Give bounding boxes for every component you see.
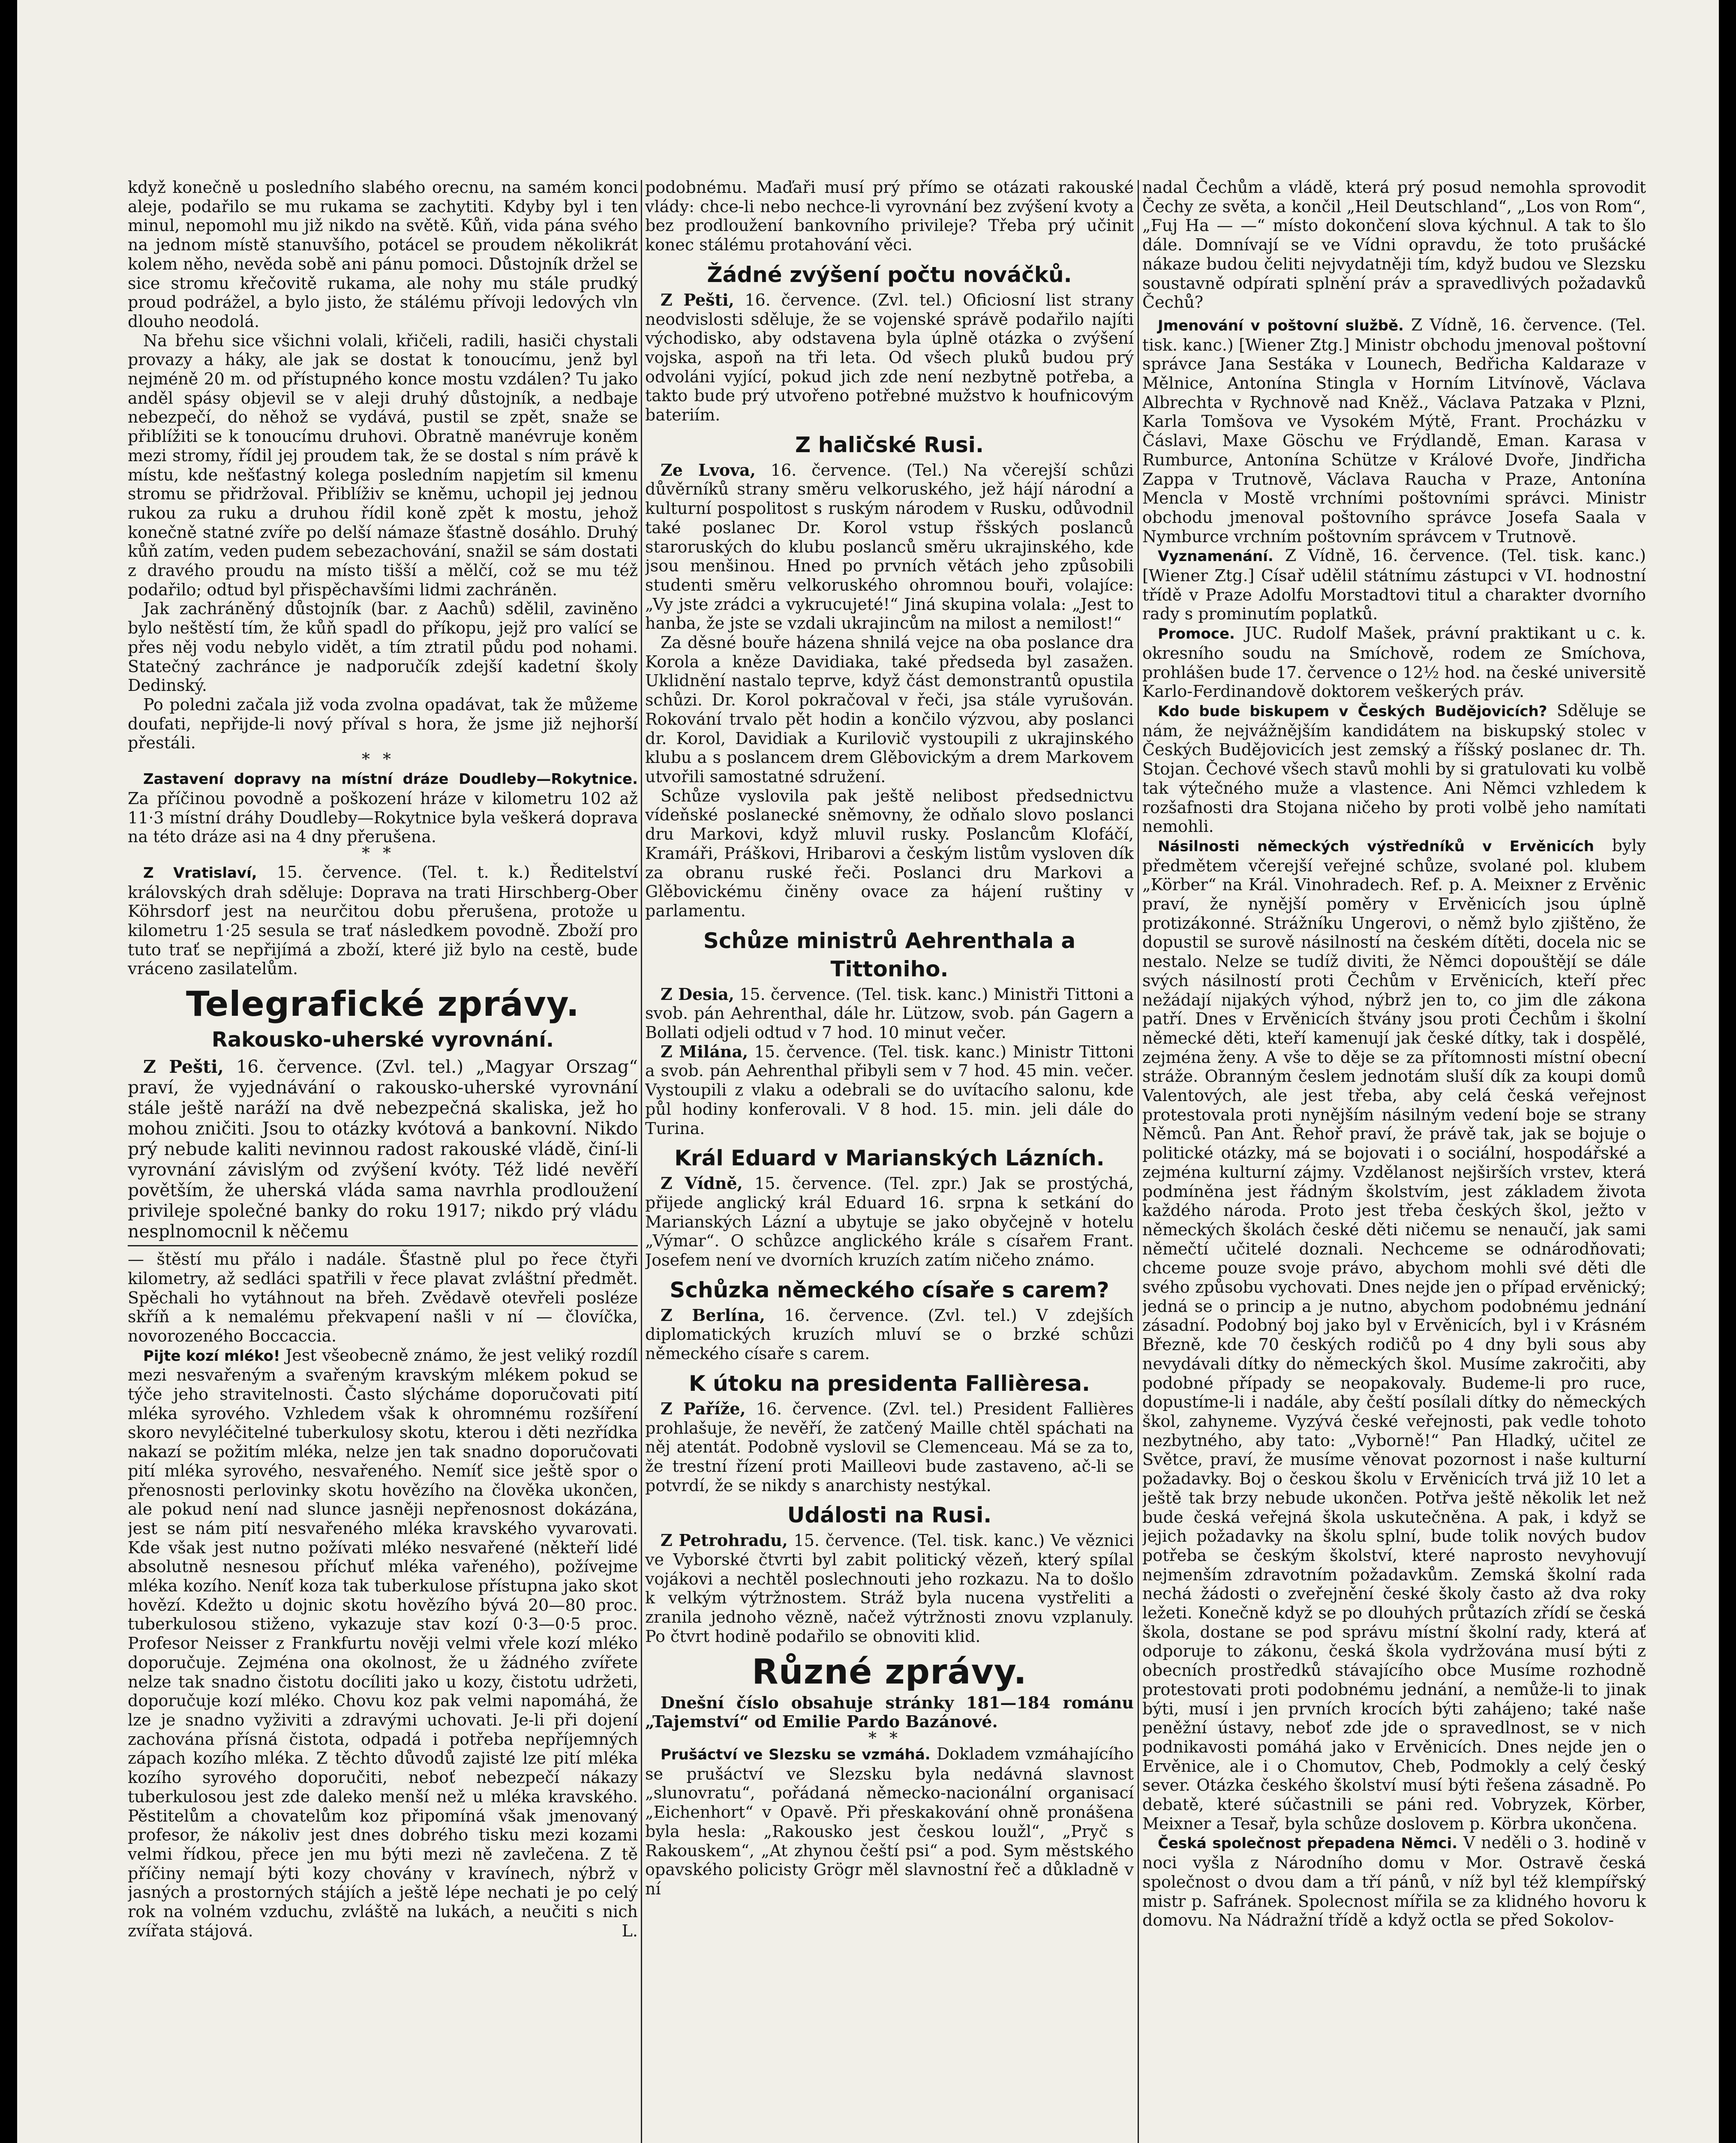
article-title: Pijte kozí mléko! — [143, 1347, 280, 1365]
article-text: 16. července. (Zvl. tel.) „Magyar Orszag“ praví, že vyjednávání o rakousko-uherské vyrovnání stále ještě naráží na dvě nebezpečná skaliska, jež ho mohou zničiti. Jsou to otázky kvótová a bankovní. Nikdo prý nebude kaliti nevinnou radost rakouské vládě, činí-li vyrovnání závislým od zvýšení kvóty. Též lidé nevěří povětším, že uherská vláda sama navrhla prodloužení privileje společné banky do roku 1917; nikdo prý vládu nesplnomocnil k něčemu — [128, 1056, 638, 1242]
honor-article — [1142, 546, 1646, 624]
article-body — [645, 1042, 1134, 1138]
column-3 — [1142, 178, 1646, 2143]
section-divider: ** — [868, 1729, 910, 1747]
article-title: Vyznamenání. — [1158, 548, 1273, 565]
notice-title: Zastavení dopravy na místní dráze Doudleby—Rokytnice. — [143, 771, 638, 788]
article-text: byly předmětem včerejší veřejné schůze, svolané pol. klubem „Körber“ na Král. Vinohradech. Ref. p. A. Meixner z Ervěnic praví, že nynější poměry v Ervěnicích jsou úplně protizákonné. Strážníku Ungerovi, o němž bylo zjištěno, že dopustil se surově násilností na českém dítěti, docela nic se nestalo. Nelze se tudíž diviti, že Němci dopouštějí se dále svých násilností proti Čechům v Ervěnicích, kteří přec nežádají nijakých výhod, nýbrž jen to, co jim dle zákona patří. Dnes v Ervěnicích štvány jsou proti Čechům i školní německé děti, kteří kamenují jak české dítky, tak i dospělé, zejména ženy. A vše to děje se za přítomnosti místní obecní stráže. Obranným česlem jednotám sluší dík za koupi domů Valentových, ale jest třeba, aby celá česká veřejnost protestovala proti nynějším násilným vedení boje se strany Němců. Pan Ant. Řehoř praví, že právě tak, jak se bojuje o politické otázky, má se bojovati i o sociální, hospodářské a zejména kulturní zájmy. Vzdělanost nejširších vrstev, která podmíněna jest řádným školstvím, jest základem života každého národa. Proto jest třeba českých škol, ježto v německých školách české děti ničemu se nenaučí, jak sami němečtí učitelé doznali. Nechceme se odnárodňovati; chceme pouze svoje právo, abychom mohli své děti dle svého způsobu vychovati. Dnes nejde jen o případ ervěnický; jedná se o princip a je nutno, abychom podobnému jednání zásadní. Podobný boj jako byl v Ervěnicích, byl i v Krásném Březně, kde 70 českých rodičů po 4 dny byli sous aby nevydávali dítky do německých škol. Musíme zakročiti, aby podobné případy se neopakovaly. Budeme-li pro ruce, dopustíme-li i nadále, aby čeští posílali dítky do německých škol, zahyneme. Vyzývá české veřejnosti, pak vedle tohoto nezbytného, aby tato: „Vyborně!“ Pan Hladký, učitel ze Světce, praví, že musíme věnovat pozornost i naše kulturní požadavky. Boj o českou školu v Ervěnicích trvá již 10 let a ještě tak brzy nebude ukončen. Potřva ještě několik let než bude česká veřejná škola uskutečněna. A pak, i když se jejich požadavky na školu splní, bude tolik nových budov potřeba se českým školství, které naprosto nevyhovují nejmenším zdravotním požadavkům. Zemská školní rada nechá žádosti o zveřejnění české školy často až dva roky ležeti. Konečně když se po dlouhých průtazích zřídí se česká škola, dostane se pod správu místní školní rady, která ať odporuje to zákonu, česká škola vydržována musí býti z obecních prostředků stávajícího obce Musíme rozhodně protestovati proti podobnému jednání, a nemůže-li to jinak býti, musí i jen prvních krocích býti zahájeno; také naše peněžní ústavy, neboť zde jde o spravedlnost, se v nich podnikavosti pomáhá jako v Ervěnicích. Dnes nejde jen o Ervěnice, ale i o Chomutov, Cheb, Podmokly a celý český sever. Otázka českého školství musí býti řešena zásadně. Po debatě, které súčastnili se páni red. Vobryzek, Körber, Meixner a Tesař, byla schůze doslovem p. Körbra ukončena. — [1142, 836, 1646, 1833]
article-body — [645, 985, 1134, 1042]
dateline-place: Z Paříže, — [661, 1399, 746, 1418]
article-body — [645, 1531, 1134, 1646]
column-1 — [128, 178, 638, 2143]
milk-article — [128, 1346, 638, 1941]
article-title: Události na Rusi. — [787, 1503, 992, 1528]
column-rule — [1138, 180, 1139, 2143]
dateline-place: Z Berlína, — [661, 1305, 765, 1325]
article-text: 15. července. (Tel. tisk. kanc.) Ministr Tittoni a svob. pán Aehrenthal přibyli sem v 7 hod. 45 min. večer. Vystoupili z vlaku a odebrali se do uvítacího salonu, kde půl hodiny konferovali. V 8 hod. 15. min. jeli dále do Turina. — [645, 1042, 1134, 1138]
article-title: Promoce. — [1158, 625, 1235, 643]
article-text: 16. července. (Zvl. tel.) V zdejších diplomatických kruzích mluví se o brzké schůzi německého císaře s carem. — [645, 1306, 1134, 1363]
notice-body: 15. července. (Tel. t. k.) Ředitelství královských drah sděluje: Doprava na trati Hirschberg-Ober Köhrsdorf jest na neurčitou dobu přerušena, protože u kilometru 1·25 sesula se trať následkem povodně. Zboží pro tuto trať se nepřijímá a zboží, které již bylo na cestě, bude vráceno zasilatelům. — [128, 862, 638, 978]
article-text: 15. července. (Tel. tisk. kanc.) Ministři Tittoni a svob. pán Aehrenthal, dále hr. Lützow, svob. pán Gagern a Bollati odjeli odtud v 7 hod. 10 minut večer. — [645, 984, 1134, 1042]
dateline-place: Z Vídně, — [661, 1174, 743, 1193]
article-text: Z Vídně, 16. července. (Tel. tisk. kanc.) [Wiener Ztg.] Císař udělil státnímu zástupci v VI. hodnostní třídě v Praze Adolfu Morstadtovi titul a charakter dvorního rady s prominutím poplatků. — [1142, 546, 1646, 624]
column-rule — [641, 180, 642, 2143]
notice-body: Za příčinou povodně a poškození hráze v kilometru 102 až 11·3 místní dráhy Doudleby—Rokytnice byla veškerá doprava na této dráze asi na 4 dny přerušena. — [128, 789, 638, 846]
article-title: Česká společnost přepadena Němci. — [1158, 1835, 1458, 1852]
article-text: 16. července. (Zvl. tel.) Oficiosní list strany neodvislosti sděluje, že se vojenské správě podařilo najíti východisko, aby odstavena byla úplně otázka o zvýšení vojska, aspoň na tři leta. Od všech pluků budou prý odvoláni vyjící, pokud jich zde není nezbytně potřeba, a takto bude prý utvořeno potřebné mužstvo k houfnicovým bateriím. — [645, 290, 1134, 425]
dateline-place: Z Petrohradu, — [661, 1531, 788, 1550]
article-text: Jest všeobecně známo, že jest veliký rozdíl mezi nesvařeným a svařeným kravským mlékem pokud se týče jeho stravitelnosti. Často slýcháme doporučovati pití mléka syrového. Vzhledem však k ohromnému rozšíření skoro nevyléčitelné tuberkulosy skotu, kterou i děti nezřídka nakazí se požitím mléka, nelze jen tak snadno doporučovati pití mléka syrového, nesvařeného. Nemíť sice ještě spor o přenosnosti perlovinky skotu hovězího na člověka ukončen, ale pokud není nad slunce jasněji nepřenosnost dokázána, jest se nám pití nesvařeného mléka kravského vyvarovati. Kde však jest nutno požívati mléko nesvařené (někteří lidé absolutně nesnesou příchuť mléka vařeného), požívejme mléka kozího. Neníť koza tak tuberkulose přístupna jako skot hovězí. Kdežto u dojnic skotu hovězího bývá 20—80 proc. tuberkulosou stiženo, vykazuje stav kozí 0·3—0·5 proc. Profesor Neisser z Frankfurtu nověji velmi vřele kozí mléko doporučuje. Zejména ona okolnost, že u žádného zvířete nelze tak snadno čistotu docíliti jako u kozy, čistotu udržeti, doporučuje kozí mléko. Chovu koz pak velmi napomáhá, že lze je snadno vyživiti a zdravými uchovati. Je-li při dojení zachována přísná čistota, odpadá i potřeba nepříjemných zápach kozího mléka. Z těchto důvodů zajisté lze pití mléka kozího syrového doporučiti, neboť nebezpečí nákazy tuberkulosou jest zde daleko menší než u mléka kravského. Pěstitelům a chovatelům koz připomíná však jmenovaný profesor, že nákoliv jest dnes dobrého tisku mezi kozami velmi řídkou, přece jen mu býti mezi ně zavlečena. Z tě příčiny nemají býti kozy chovány v kravínech, nýbrž v jasných a prostorných stájích a ještě lépe nechati je po celý rok na volném vzduchu, zvláště na lukách, a neučiti s nich zvířata stájová. — [128, 1345, 638, 1940]
promotion-article — [1142, 624, 1646, 701]
newspaper-page — [17, 0, 1719, 2143]
article-paragraph: — štěstí mu přálo i nadále. Šťastně plul po řece čtyři kilometry, až sedláci spatřili v řece plavat zvláštní předmět. Spěchali ho vytáhnout na břeh. Zvědavě otevřeli posléze skříň a k nemalému překvapení našli v ní — človíčka, novorozeného Boccaccia. — [128, 1250, 638, 1345]
article-title: Král Eduard v Marianských Lázních. — [674, 1146, 1105, 1171]
article-body — [128, 1056, 638, 1242]
article-paragraph: nadal Čechům a vládě, která prý posud nemohla sprovodit Čechy ze světa, a končil „Heil Deutschland“, „Los von Rom“, „Fuj Ha — —“ místo dokončení slova kýchnul. A tak to šlo dále. Domnívají se ve Vídni opravdu, že toto prušácké nákaze budou čeliti nejvydatněji tím, když budou ve Slezsku soustavně odpírati splnění práv a spravedlivých požadavků Čechů? — [1142, 178, 1646, 312]
misc-intro: Dnešní číslo obsahuje stránky 181—184 románu „Tajemství“ od Emilie Pardo Bazánové. — [645, 1693, 1134, 1732]
silesia-article — [645, 1744, 1134, 1899]
notice-vratislav — [128, 863, 638, 978]
article-title: Jmenování v poštovní službě. — [1158, 317, 1404, 334]
dateline-place: Z Vratislaví, — [143, 864, 257, 882]
article-title: Schůzka německého císaře s carem? — [670, 1277, 1109, 1303]
section-divider: ** — [362, 843, 404, 862]
column-2 — [645, 178, 1134, 2143]
article-text: 15. července. (Tel. zpr.) Jak se prostýchá, přijede anglický král Eduard 16. srpna k setkání do Marianských Lázní a ubytuje se jako obyčejně v hotelu „Výmar“. O schůzce anglického krále s císařem Frant. Josefem není ve dvorních kruzích zatím ničeho známo. — [645, 1174, 1134, 1270]
appointment-article — [1142, 315, 1646, 546]
article-title: Kdo bude biskupem v Českých Budějovicích? — [1158, 702, 1547, 720]
section-header-misc: Různé zprávy. — [752, 1651, 1027, 1692]
dateline-place: Z Pešti, — [143, 1056, 224, 1078]
article-title: Prušáctví ve Slezsku se vzmáhá. — [661, 1746, 931, 1763]
article-text: Dokladem vzmáhajícího se prušáctví ve Slezsku byla nedávná slavnost „slunovratu“, pořádaná německo-nacionální organisací „Eichenhort“ v Opavě. Při přeskakování ohně pronášena byla hesla: „Rakousko jest českou loužl“, „Pryč s Rakouskem“, „At zhynou čeští psi“ a pod. Sym městského opavského policisty Grögr měl slavnostní řeč a důkladně v ní — [645, 1744, 1134, 1898]
article-paragraph: Schůze vyslovila pak ještě nelibost předsednictvu vídeňské poslanecké sněmovny, že odňalo slovo poslanci dru Markovi, když mluvil rusky. Poslancům Klofáčí, Kramáři, Práškovi, Hribarovi a českým listům vysloven dík za obranu ruské řeči. Poslanci dru Markovi a Glěbovickému činěny ovace za hájení ruštiny v parlamentu. — [645, 786, 1134, 920]
article-paragraph: Jak zachráněný důstojník (bar. z Aachů) sdělil, zaviněno bylo neštěstí tím, že kůň spadl do příkopu, jejž pro valící se přes něj vodu nebylo vidět, a tím ztratil půdu pod nohami. Statečný zachránce je nadporučík zdejší kadetní školy Dedinský. — [128, 599, 638, 695]
article-title: Z haličské Rusi. — [795, 432, 984, 457]
notice-doudleby — [128, 769, 638, 846]
article-body — [645, 1174, 1134, 1270]
dateline-place: Z Milána, — [661, 1041, 748, 1061]
article-body — [645, 291, 1134, 425]
article-title: Žádné zvýšení počtu nováčků. — [707, 262, 1072, 287]
dateline-place: Z Desia, — [661, 984, 734, 1004]
article-text: 16. července. (Zvl. tel.) President Fallières prohlašuje, že nevěří, že zatčený Maille chtěl spáchati na něj atentát. Podobně vyslovil se Clemenceau. Má se za to, že trestní řízení proti Mailleovi bude zastaveno, ač-li se potvrdí, že se nikdy s anarchisty nestýkal. — [645, 1399, 1134, 1495]
article-body — [645, 1306, 1134, 1363]
article-paragraph: Za děsné bouře házena shnilá vejce na oba poslance dra Korola a kněze Davidiaka, také předseda byl zasažen. Uklidnění nastalo teprve, když část demonstrantů opustila schůzi. Dr. Korol pokračoval v řeči, jsa stále vyrušován. Rokování trvalo pět hodin a končilo výzvou, aby poslanci dr. Korol, Davidiak a Kurilovič vystoupili z ukrajinského klubu a s poslancem drem Glěbovickým a drem Markovem utvořili samostatné sdružení. — [645, 633, 1134, 786]
article-title: Násilnosti německých výstředníků v Ervěnicích — [1158, 837, 1595, 855]
signature: L. — [622, 1921, 638, 1940]
article-text: JUC. Rudolf Mašek, právní praktikant u c. k. okresního soudu na Smíchově, rodem ze Smíchova, prohlášen bude 17. července o 12½ hod. na české universitě Karlo-Ferdinandově doktorem veškerých práv. — [1142, 624, 1646, 701]
article-body — [645, 461, 1134, 633]
society-article — [1142, 1833, 1646, 1930]
article-paragraph: Na břehu sice všichni volali, křičeli, radili, hasiči chystali provazy a háky, ale jak se dostat k tonoucímu, jenž byl nejméně 20 m. od přístupného konce mostu vzdálen? Tu jako anděl spásy objevil se v aleji druhý důstojník, a nedbaje nebezpečí, do něhož se vydává, pustil se zpět, snaže se přiblížiti se k tonoucímu druhovi. Obratně manévruje koněm mezi stromy, řídil jej proudem tak, že se dostal s ním právě k místu, kde nešťastný kolega posledním napjetím sil kmenu stromu se přidržoval. Přiblíživ se kněmu, uchopil jej jednou rukou za ruku a druhou řídil koně zpět k mostu, jehož konečně statné zvíře po delší námaze šťastně dosáhlo. Druhý kůň zatím, veden pudem sebezachování, snažil se sám dostati z dravého proudu na místo tišší a mělčí, což se mu též podařilo; odtud byl přispěchavšími lidmi zachráněn. — [128, 331, 638, 599]
article-text: Sděluje se nám, že nejvážnějším kandidátem na biskupský stolec v Českých Budějovicích jest zemský a říšský poslanec dr. Th. Stojan. Čechové všech stavů mohli by si gratulovati ku volbě tak výtečného muže a vlastence. Ani Němci vzhledem k rozšafnosti dra Stojana ničeho by proti volbě jeho namítati nemohli. — [1142, 701, 1646, 836]
article-text: V neděli o 3. hodině v noci vyšla z Národního domu v Mor. Ostravě česká společnost o dvou dam a tří pánů, v níž byl též klempířský mistr p. Safránek. Spolecnost mířila se za klidného hovoru k domovu. Na Nádražní třídě a když octla se před Sokolov- — [1142, 1833, 1646, 1930]
article-text: 16. července. (Tel.) Na včerejší schůzi důvěrníků strany směru velkoruského, jež hájí národní a kulturní pospolitost s ruským národem v Rusku, odůvodnil také poslanec Dr. Korol vstup řšských poslanců staroruských do klubu poslanců směru ukrajinského, kde jsou menšinou. Hned po prvních větách jeho způsobili studenti směru velkoruského ohromnou bouři, volajíce: „Vy jste zrádci a vykrucujeté!“ Jiná skupina volala: „Jest to hanba, že jste se vzdali ukrajincům na milost a nemilost!“ — [645, 460, 1134, 633]
dateline-place: Ze Lvova, — [661, 460, 756, 480]
article-text: 15. července. (Tel. tisk. kanc.) Ve věznici ve Vyborské čtvrti byl zabit politický vězeň, který spílal vojákovi a nechtěl poslechnouti jeho rozkazu. Na to došlo k velkým výtržnostem. Stráž byla nucena vystřeliti a zranila jednoho vězně, načež výtržnosti znovu vzplanuly. Po čtvrt hodině podařilo se obnoviti klid. — [645, 1531, 1134, 1646]
dateline-place: Z Pešti, — [661, 290, 734, 309]
section-divider: ** — [362, 750, 404, 769]
article-paragraph: Po poledni začala již voda zvolna opadávat, tak že můžeme doufati, nepřijde-li nový příval s hora, že jsme již nejhorší přestáli. — [128, 695, 638, 753]
violence-article — [1142, 836, 1646, 1834]
article-paragraph: podobnému. Maďaři musí prý přímo se otázati rakouské vlády: chce-li nebo nechce-li vyrovnání bez zvýšení kvoty a bez prodloužení bankovního privileje? Třeba prý učinit konec stálému protahování věci. — [645, 178, 1134, 255]
section-rule — [128, 1245, 638, 1246]
article-text: Z Vídně, 16. července. (Tel. tisk. kanc.) [Wiener Ztg.] Ministr obchodu jmenoval poštovní správce Jana Sestáka v Lounech, Bedřicha Kaldaraze v Mělnice, Antonína Stingla v Horním Litvínově, Václava Albrechta v Rychnově nad Kněž., Václava Patzaka v Plzni, Karla Tomšova ve Vysokém Mýtě, Frant. Procházku v Čáslavi, Maxe Göschu ve Frýdlandě, Eman. Karasa v Rumburce, Antonína Schütze v Králové Dvoře, Jindřicha Zappa v Trutnově, Václava Raucha v Praze, Antonína Mencla v Mostě vrchními poštovními správci. Ministr obchodu jmenoval poštovního správce Josefa Saala v Nymburce vrchním poštovním správcem v Trutnově. — [1142, 315, 1646, 546]
article-title: K útoku na presidenta Fallièresa. — [689, 1371, 1090, 1396]
section-header-telegraph: Telegrafické zprávy. — [186, 984, 580, 1024]
article-title: Schůze ministrů Aehrenthala a Tittoniho. — [703, 928, 1076, 981]
article-paragraph: když konečně u posledního slabého orecnu, na samém konci aleje, podařilo se mu rukama se zachytiti. Kdyby byl i ten minul, nepomohl mu již nikdo na světě. Kůň, vida pána svého na jednom místě stanuvšího, potácel se proudem několikrát kolem něho, nevěda sobě ani pánu pomoci. Důstojník držel se sice stromu křečovitě rukama, ale nohy mu stále prudký proud podrážel, a bylo jisto, že stálému přívoji ledových vln dlouho neodolá. — [128, 178, 638, 331]
article-title: Rakousko-uherské vyrovnání. — [211, 1028, 554, 1052]
bishop-article — [1142, 701, 1646, 836]
article-body — [645, 1399, 1134, 1495]
